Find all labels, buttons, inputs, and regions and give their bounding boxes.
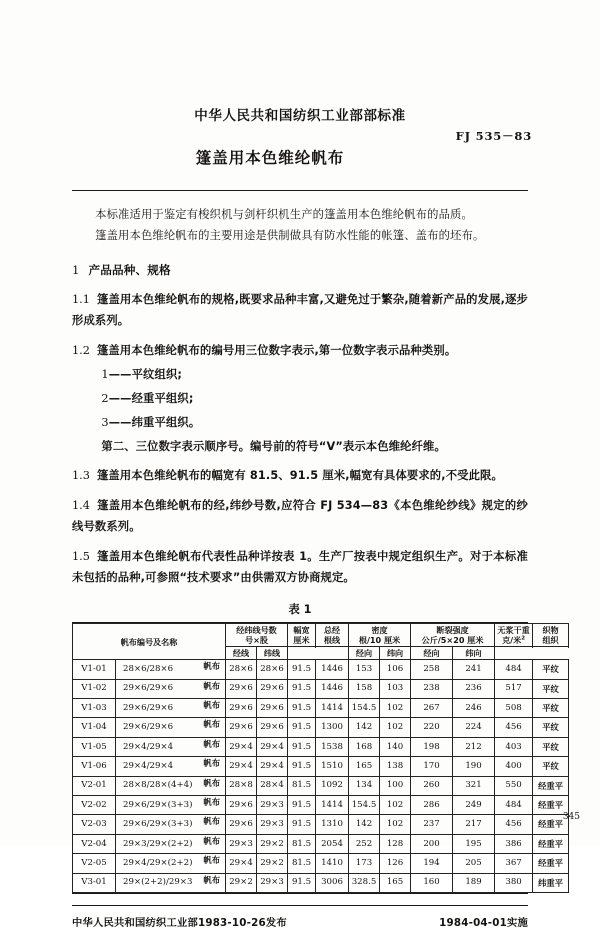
table-header [73, 623, 569, 659]
footer-divider-rule [72, 905, 528, 906]
cell-str-warp: 260 [411, 776, 453, 795]
cell-str-weft: 321 [453, 776, 495, 795]
cell-warp: 29×6 [226, 699, 257, 718]
cell-den-warp: 154.5 [349, 699, 380, 718]
cell-code: V3-01 [73, 873, 116, 892]
cell-str-weft: 189 [453, 873, 495, 892]
cell-width: 91.5 [288, 757, 316, 776]
th-width-line1: 幅宽 [293, 624, 310, 635]
cell-dry-weight: 456 [495, 815, 533, 834]
cell-weave: 经重平 [533, 854, 569, 873]
cell-width: 81.5 [288, 834, 316, 853]
cell-weft: 28×4 [257, 776, 288, 795]
cell-total-ends: 1446 [316, 679, 349, 698]
cell-code: V1-03 [73, 699, 116, 718]
th-strength-warp: 经向 [411, 647, 453, 660]
title-row [72, 129, 532, 176]
cell-total-ends: 1414 [316, 795, 349, 814]
th-weft-yarn: 纬线 [257, 647, 288, 660]
cell-width: 81.5 [288, 776, 316, 795]
cell-dry-weight: 456 [495, 718, 533, 737]
cell-dry-weight: 508 [495, 699, 533, 718]
cell-width: 91.5 [288, 699, 316, 718]
weave-type-item-1 [72, 365, 528, 386]
cell-den-weft: 102 [380, 699, 411, 718]
th-dry-weight-line2 [495, 635, 532, 645]
cell-weave: 平纹 [533, 718, 569, 737]
clause-1-3 [72, 466, 528, 487]
cell-den-weft: 106 [380, 660, 411, 679]
cell-warp: 29×3 [226, 834, 257, 853]
cell-den-warp: 153 [349, 660, 380, 679]
cell-str-warp: 267 [411, 699, 453, 718]
page-content [72, 0, 564, 929]
clause-text: 篷盖用本色维纶帆布的规格,既要求品种丰富,又避免过于繁杂,随着新产品的发展,逐步形成系列。 [72, 293, 528, 328]
scope-line-2: 篷盖用本色维纶帆布的主要用途是供制做具有防水性能的帐篷、盖布的坯布。 [95, 228, 485, 242]
section-heading-1 [72, 260, 528, 281]
clause-number: 1.5 [72, 550, 90, 564]
th-density-title: 密度 [371, 624, 388, 635]
clause-number: 1.2 [72, 344, 90, 357]
cell-spec: 28×8/28×(4+4) 帆布 [116, 776, 226, 795]
cell-str-weft: 190 [453, 757, 495, 776]
cell-str-warp: 238 [411, 679, 453, 698]
th-name: 帆布编号及名称 [73, 623, 226, 659]
table-row [73, 718, 569, 737]
cell-code: V1-04 [73, 718, 116, 737]
th-total-ends [316, 623, 349, 646]
cell-code: V1-06 [73, 757, 116, 776]
cell-dry-weight: 380 [495, 873, 533, 892]
clause-text: 篷盖用本色维纶帆布的经,纬纱号数,应符合 FJ 534—83《本色维纶纱线》规定的纱线号数系列。 [72, 499, 528, 534]
section-title: 产品品种、规格 [88, 262, 171, 277]
cell-str-weft: 246 [453, 699, 495, 718]
cell-warp: 28×6 [226, 660, 257, 679]
cell-str-weft: 212 [453, 737, 495, 756]
cell-spec: 28×6/28×6 帆布 [116, 660, 226, 679]
cell-code: V2-02 [73, 795, 116, 814]
clause-1-5 [72, 547, 528, 589]
weave-type-label: ——纬重平组织。 [108, 415, 201, 429]
cell-weave: 平纹 [533, 660, 569, 679]
cell-spec: 29×6/29×6 帆布 [116, 699, 226, 718]
cell-code: V1-02 [73, 679, 116, 698]
cell-spec: 29×6/29×(3+3) 帆布 [116, 815, 226, 834]
clause-text: 篷盖用本色维纶帆布的编号用三位数字表示,第一位数字表示品种类别。 [96, 344, 457, 357]
cell-width: 91.5 [288, 737, 316, 756]
th-width-line2: 厘米 [293, 635, 310, 646]
cell-total-ends: 1414 [316, 699, 349, 718]
page-number: 345 [562, 812, 580, 822]
cell-total-ends: 1410 [316, 854, 349, 873]
cell-weft: 29×2 [257, 854, 288, 873]
th-dry-weight-unit: 克/米 [502, 635, 522, 646]
cell-weave: 纬重平 [533, 873, 569, 892]
cell-den-warp: 173 [349, 854, 380, 873]
cell-str-warp: 258 [411, 660, 453, 679]
cell-den-warp: 252 [349, 834, 380, 853]
cell-kind: 帆布 [203, 855, 221, 866]
th-density-warp: 经向 [349, 647, 380, 660]
th-width [288, 623, 316, 646]
cell-spec: 29×4/29×(2+2) 帆布 [116, 854, 226, 873]
cell-den-weft: 100 [380, 776, 411, 795]
th-strength-unit: 公斤/5×20 厘米 [421, 635, 484, 646]
cell-width: 91.5 [288, 795, 316, 814]
cell-dry-weight: 386 [495, 834, 533, 853]
weave-type-number: 3 [101, 415, 109, 429]
cell-dry-weight: 400 [495, 757, 533, 776]
cell-str-warp: 200 [411, 834, 453, 853]
cell-kind: 帆布 [203, 835, 221, 846]
cell-str-weft: 249 [453, 795, 495, 814]
cell-spec: 29×6/29×6 帆布 [116, 718, 226, 737]
cell-den-warp: 154.5 [349, 795, 380, 814]
issuing-authority: 中华人民共和国纺织工业部部标准 [194, 108, 406, 124]
cell-spec: 29×4/29×4 帆布 [116, 737, 226, 756]
scope-line-1: 本标准适用于鉴定有梭织机与剑杆织机生产的篷盖用本色维纶帆布的品质。 [95, 208, 473, 221]
document-body [72, 205, 528, 589]
cell-warp: 29×6 [226, 679, 257, 698]
cell-total-ends: 1538 [316, 737, 349, 756]
th-density-weft: 纬向 [380, 647, 411, 660]
th-yarn-group [226, 623, 288, 646]
cell-den-warp: 328.5 [349, 873, 380, 892]
cell-warp: 29×6 [226, 815, 257, 834]
cell-code: V2-05 [73, 854, 116, 873]
table-row [73, 873, 569, 892]
cell-spec: 29×6/29×(3+3) 帆布 [116, 795, 226, 814]
cell-den-warp: 168 [349, 737, 380, 756]
cell-kind: 帆布 [203, 700, 221, 711]
table-row [73, 834, 569, 853]
cell-weft: 29×6 [257, 679, 288, 698]
table-row [73, 699, 569, 718]
clause-1-2 [72, 341, 528, 362]
specification-table [72, 623, 569, 893]
cell-den-warp: 142 [349, 718, 380, 737]
cell-weft: 29×2 [257, 834, 288, 853]
th-dry-weight-exponent: 2 [521, 635, 526, 642]
cell-code: V2-04 [73, 834, 116, 853]
effective-statement: 1984-04-01实施 [439, 916, 528, 929]
table-header-row-1 [73, 623, 569, 646]
clause-text: 篷盖用本色维纶帆布代表性品种详按表 1。生产厂按表中规定组织生产。对于本标准未包括的品种,可参照“技术要求”由供需双方协商规定。 [72, 550, 528, 585]
cell-total-ends: 1446 [316, 660, 349, 679]
cell-width: 91.5 [288, 718, 316, 737]
cell-total-ends: 1092 [316, 776, 349, 795]
th-yarn-group-line2: 号×股 [245, 635, 269, 646]
cell-total-ends: 3006 [316, 873, 349, 892]
th-weave-line1: 织物 [542, 624, 559, 635]
cell-code: V1-01 [73, 660, 116, 679]
table-caption: 表 1 [288, 602, 312, 616]
cell-str-warp: 198 [411, 737, 453, 756]
footer [72, 914, 528, 929]
cell-total-ends: 1300 [316, 718, 349, 737]
cell-str-weft: 217 [453, 815, 495, 834]
cell-warp: 29×4 [226, 737, 257, 756]
document-title: 篷盖用本色维纶帆布 [195, 149, 345, 167]
cell-str-warp: 220 [411, 718, 453, 737]
cell-str-weft: 236 [453, 679, 495, 698]
cell-code: V2-01 [73, 776, 116, 795]
clause-number: 1.4 [72, 499, 90, 513]
cell-weave: 平纹 [533, 737, 569, 756]
cell-dry-weight: 484 [495, 795, 533, 814]
cell-weft: 28×6 [257, 660, 288, 679]
cell-den-weft: 165 [380, 873, 411, 892]
weave-type-number: 1 [101, 367, 109, 381]
cell-weft: 29×4 [257, 737, 288, 756]
cell-den-weft: 102 [380, 718, 411, 737]
cell-dry-weight: 550 [495, 776, 533, 795]
cell-width: 91.5 [288, 815, 316, 834]
cell-kind: 帆布 [203, 661, 221, 672]
cell-total-ends: 1510 [316, 757, 349, 776]
th-density [349, 623, 411, 646]
cell-str-warp: 286 [411, 795, 453, 814]
cell-code: V2-03 [73, 815, 116, 834]
cell-total-ends: 1310 [316, 815, 349, 834]
cell-kind: 帆布 [203, 796, 221, 807]
th-strength [411, 623, 495, 646]
header-divider-rule [72, 190, 528, 191]
cell-spec: 29×4/29×4 帆布 [116, 757, 226, 776]
cell-kind: 帆布 [203, 874, 221, 885]
cell-str-warp: 160 [411, 873, 453, 892]
cell-den-weft: 126 [380, 854, 411, 873]
cell-dry-weight: 484 [495, 660, 533, 679]
cell-den-weft: 138 [380, 757, 411, 776]
cell-warp: 29×6 [226, 718, 257, 737]
table-row [73, 737, 569, 756]
cell-str-weft: 195 [453, 834, 495, 853]
cell-den-warp: 134 [349, 776, 380, 795]
issue-statement: 中华人民共和国纺织工业部1983-10-26发布 [72, 916, 287, 929]
cell-weave: 经重平 [533, 776, 569, 795]
clause-number: 1.3 [72, 469, 90, 483]
cell-dry-weight: 517 [495, 679, 533, 698]
th-total-ends-line2: 根线 [323, 635, 341, 646]
th-total-ends-line1: 总经 [323, 624, 341, 635]
cell-weft: 29×3 [257, 873, 288, 892]
cell-warp: 29×4 [226, 757, 257, 776]
cell-weave: 经重平 [533, 795, 569, 814]
th-dry-weight-line1: 无浆干重 [497, 624, 530, 635]
cell-width: 91.5 [288, 873, 316, 892]
cell-den-warp: 165 [349, 757, 380, 776]
cell-den-weft: 102 [380, 795, 411, 814]
table-row [73, 854, 569, 873]
weave-type-item-3 [72, 413, 528, 434]
cell-weft: 29×6 [257, 699, 288, 718]
numbering-note: 第二、三位数字表示顺序号。编号前的符号“V”表示本色维纶纤维。 [101, 439, 446, 453]
cell-str-weft: 241 [453, 660, 495, 679]
table-row [73, 660, 569, 679]
cell-den-weft: 103 [380, 679, 411, 698]
th-strength-title: 断裂强度 [436, 624, 469, 635]
cell-den-weft: 128 [380, 834, 411, 853]
cell-kind: 帆布 [203, 777, 221, 788]
cell-str-weft: 205 [453, 854, 495, 873]
cell-weft: 29×3 [257, 795, 288, 814]
clause-text: 篷盖用本色维纶帆布的幅宽有 81.5、91.5 厘米,幅宽有具体要求的,不受此限。 [96, 469, 503, 483]
cell-weft: 29×3 [257, 815, 288, 834]
cell-str-warp: 237 [411, 815, 453, 834]
cell-kind: 帆布 [203, 816, 221, 827]
cell-width: 91.5 [288, 660, 316, 679]
cell-width: 91.5 [288, 679, 316, 698]
cell-den-weft: 140 [380, 737, 411, 756]
th-dry-weight [495, 623, 533, 646]
cell-width: 81.5 [288, 854, 316, 873]
cell-spec: 29×6/29×6 帆布 [116, 679, 226, 698]
cell-dry-weight: 403 [495, 737, 533, 756]
table-row [73, 757, 569, 776]
weave-type-label: ——经重平组织; [108, 391, 194, 405]
table-row [73, 776, 569, 795]
th-yarn-group-line1: 经纬线号数 [236, 624, 277, 635]
cell-warp: 29×4 [226, 854, 257, 873]
table-row [73, 795, 569, 814]
cell-kind: 帆布 [203, 758, 221, 769]
table-row [73, 815, 569, 834]
weave-type-number: 2 [101, 391, 109, 405]
cell-dry-weight: 367 [495, 854, 533, 873]
masthead [72, 0, 532, 176]
cell-warp: 28×8 [226, 776, 257, 795]
cell-den-warp: 142 [349, 815, 380, 834]
table-wrapper [72, 622, 564, 894]
cell-kind: 帆布 [203, 738, 221, 749]
th-weave-line2: 组织 [542, 635, 559, 646]
cell-spec: 29×(2+2)/29×3 帆布 [116, 873, 226, 892]
cell-weave: 平纹 [533, 757, 569, 776]
section-number: 1 [72, 262, 80, 277]
cell-den-weft: 102 [380, 815, 411, 834]
cell-weft: 29×6 [257, 718, 288, 737]
th-density-unit: 根/10 厘米 [358, 635, 401, 646]
clause-number: 1.1 [72, 293, 90, 307]
cell-str-warp: 170 [411, 757, 453, 776]
cell-kind: 帆布 [203, 680, 221, 691]
cell-str-warp: 194 [411, 854, 453, 873]
cell-den-warp: 158 [349, 679, 380, 698]
cell-weave: 平纹 [533, 679, 569, 698]
cell-weave: 经重平 [533, 815, 569, 834]
cell-code: V1-05 [73, 737, 116, 756]
cell-kind: 帆布 [203, 719, 221, 730]
weave-type-label: ——平纹组织; [108, 367, 183, 381]
table-row [73, 679, 569, 698]
standard-code: FJ 535－83 [455, 129, 532, 143]
clause-1-4 [72, 496, 528, 538]
th-warp-yarn: 经线 [226, 647, 257, 660]
th-weave [533, 623, 569, 646]
cell-weave: 平纹 [533, 699, 569, 718]
clause-1-1 [72, 290, 528, 332]
cell-total-ends: 2054 [316, 834, 349, 853]
cell-warp: 29×6 [226, 795, 257, 814]
cell-weave: 经重平 [533, 834, 569, 853]
cell-str-weft: 224 [453, 718, 495, 737]
weave-type-item-2 [72, 389, 528, 410]
table-body [73, 660, 569, 893]
cell-spec: 29×3/29×(2+2) 帆布 [116, 834, 226, 853]
cell-weft: 29×4 [257, 757, 288, 776]
cell-warp: 29×2 [226, 873, 257, 892]
th-strength-weft: 纬向 [453, 647, 495, 660]
